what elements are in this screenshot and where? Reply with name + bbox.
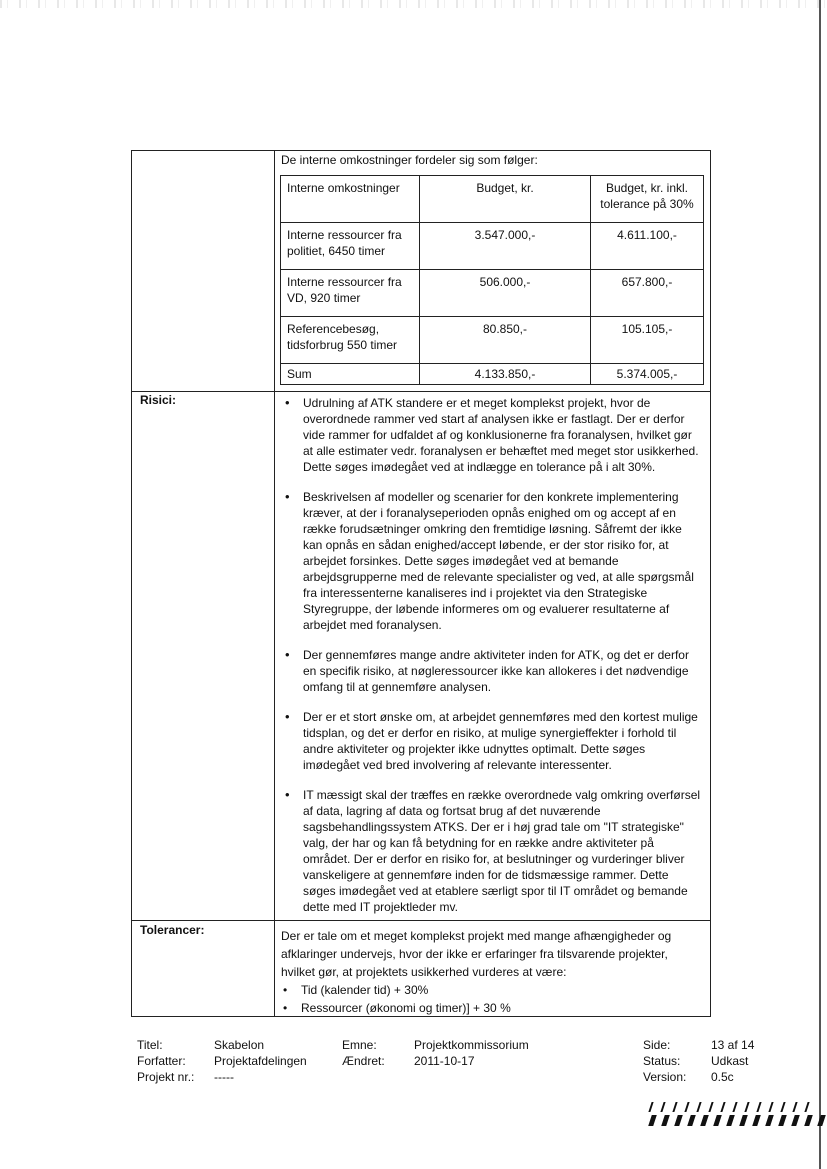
- header-cell: Budget, kr.: [420, 176, 591, 223]
- footer-emne-value: Projektkommissorium: [414, 1038, 529, 1052]
- tolerance-item: • Tid (kalender tid) + 30%: [281, 981, 704, 999]
- risici-content: [281, 395, 704, 929]
- table-row: [281, 317, 704, 364]
- budget-intro: De interne omkostninger fordeler sig som følger:: [281, 153, 538, 167]
- budget-value: 3.547.000,-: [420, 223, 591, 270]
- footer-labels-col2: [342, 1037, 385, 1069]
- footer-side-value: 13 af 14: [711, 1038, 755, 1052]
- table-row: [281, 223, 704, 270]
- tolerance-item: • Ressourcer (økonomi og timer)] + 30 %: [281, 999, 704, 1017]
- footer-status-value: Udkast: [711, 1054, 749, 1068]
- risk-item: • Der er et stort ønske om, at arbejdet gennemføres med den kortest mulige tidsplan, og det er derfor en risiko, at mulige synergieffekter i forhold til andre aktiviteter og projekter ikke udnyttes optimalt. Dette søges imødegået ved bred involvering af relevante interessenter.: [281, 709, 704, 773]
- sum-label: Sum: [281, 364, 420, 385]
- footer-side-label: Side:: [643, 1038, 671, 1052]
- risk-item: • Udrulning af ATK standere er et meget komplekst projekt, hvor de overordnede rammer ved start af analysen ikke er fastlagt. Der er derfor vide rammer for udfaldet af og konklusionerne fra foranalysen, hvilket gør at alle estimater vedr. foranalysen er behæftet med meget stor usikkerhed. Dette søges imødegået ved at indlægge en tolerance på i alt 30%.: [281, 395, 704, 475]
- footer-aendret-label: Ændret:: [342, 1054, 385, 1068]
- footer-aendret-value: 2011-10-17: [414, 1054, 475, 1068]
- footer-labels-col3: [643, 1037, 686, 1085]
- cost-table: [280, 175, 704, 385]
- risk-item: • Beskrivelsen af modeller og scenarier for den konkrete implementering kræver, at der i foranalyseperioden opnås enighed om og accept af en række forudsætninger omkring den fremtidige løsning. Såfremt der ikke kan opnås en sådan enighed/accept løbende, er der stor risiko for, at arbejdet forsinkes. Dette søges imødegået ved at bemande arbejdsgrupperne med de relevante specialister og ved, at alle spørgsmål fra interessenterne kanaliseres ind i projektet via den Strategiske Styregruppe, der løbende informeres om og evaluerer resultaterne af arbejdet med foranalysen.: [281, 489, 704, 633]
- tolerancer-text: Der er tale om et meget komplekst projekt med mange afhængigheder og afklaringer undervejs, hvor der ikke er erfaringer fra tilsvarende projekter, hvilket gør, at projektets usikkerhed vurderes at være:: [281, 929, 672, 979]
- sum-tolerance-value: 5.374.005,-: [591, 364, 704, 385]
- footer-titel-label: Titel:: [137, 1038, 163, 1052]
- tolerancer-content: [281, 927, 704, 1017]
- footer-version-value: 0.5c: [711, 1070, 734, 1084]
- footer-forfatter-label: Forfatter:: [137, 1054, 186, 1068]
- risk-item: • Der gennemføres mange andre aktiviteter inden for ATK, og det er derfor en specifik risiko, at nøgleressourcer ikke kan allokeres i det nødvendige omfang til at gennemføre analysen.: [281, 647, 704, 695]
- row-divider: [132, 391, 710, 392]
- footer-status-label: Status:: [643, 1054, 681, 1068]
- footer-labels-col1: [137, 1037, 194, 1085]
- column-divider: [274, 151, 275, 1016]
- footer-emne-label: Emne:: [342, 1038, 377, 1052]
- header-cell: Budget, kr. inkl. tolerance på 30%: [591, 176, 704, 223]
- budget-tolerance-value: 105.105,-: [591, 317, 704, 364]
- project-table: [131, 150, 711, 1017]
- cost-item: Interne ressourcer fra politiet, 6450 timer: [281, 223, 420, 270]
- budget-value: 80.850,-: [420, 317, 591, 364]
- footer-titel-value: Skabelon: [214, 1038, 265, 1052]
- footer-projekt-value: -----: [214, 1070, 234, 1084]
- table-sum-row: [281, 364, 704, 385]
- risk-list: [281, 395, 704, 915]
- page-edge: [819, 0, 821, 1169]
- footer-values-col3: [711, 1037, 754, 1085]
- risici-label: Risici:: [140, 393, 177, 407]
- risk-item: • IT mæssigt skal der træffes en række overordnede valg omkring overførsel af data, lagring af data og fortsat brug af det nuværende sagsbehandlingssystem ATKS. Der er i høj grad tale om "IT strategiske" valg, der har og kan få betydning for en række andre aktiviteter på området. Der er derfor en risiko for, at beslutninger og vurderinger bliver vanskeligere at gennemføre inden for de tidsmæssige rammer. Dette søges imødegået ved at etablere særligt spor til IT området og bemande dette med IT projektleder mv.: [281, 787, 704, 915]
- budget-tolerance-value: 4.611.100,-: [591, 223, 704, 270]
- barcode-icon: [650, 1102, 827, 1126]
- footer-values-col1: [214, 1037, 307, 1085]
- footer-forfatter-value: Projektafdelingen: [214, 1054, 307, 1068]
- table-header-row: [281, 176, 704, 223]
- scan-noise: [0, 0, 827, 8]
- sum-value: 4.133.850,-: [420, 364, 591, 385]
- cost-item: Referencebesøg, tidsforbrug 550 timer: [281, 317, 420, 364]
- footer-version-label: Version:: [643, 1070, 687, 1084]
- footer-values-col2: [414, 1037, 529, 1069]
- tolerance-list: [281, 981, 704, 1017]
- table-row: [281, 270, 704, 317]
- budget-tolerance-value: 657.800,-: [591, 270, 704, 317]
- footer-projekt-label: Projekt nr.:: [137, 1070, 195, 1084]
- cost-item: Interne ressourcer fra VD, 920 timer: [281, 270, 420, 317]
- header-cell: Interne omkostninger: [281, 176, 420, 223]
- budget-value: 506.000,-: [420, 270, 591, 317]
- tolerancer-label: Tolerancer:: [140, 923, 205, 937]
